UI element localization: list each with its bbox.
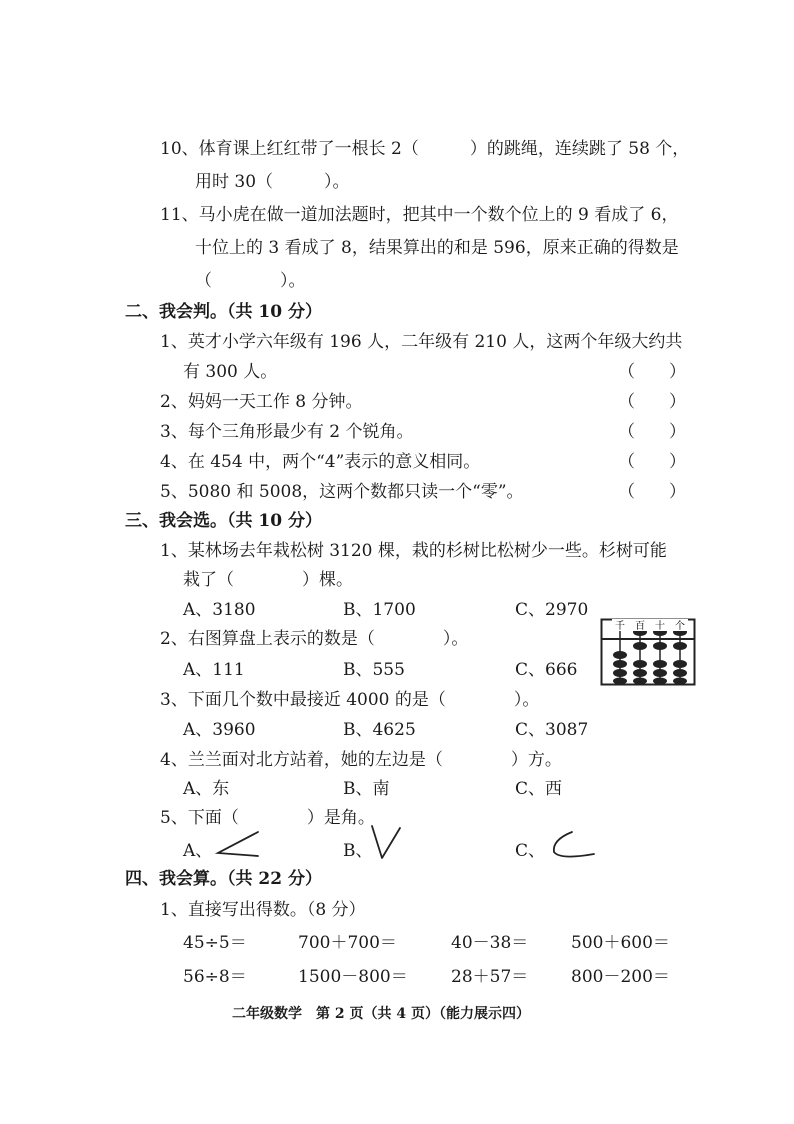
choice-q4-option-b[interactable]: B、南 [343, 779, 390, 799]
calc-r1-c1: 45÷5＝ [183, 933, 247, 953]
choice-q1-line2: 栽了（ ）棵。 [183, 570, 353, 590]
choice-q4-option-a[interactable]: A、东 [183, 779, 230, 799]
judge-item-4: 4、在 454 中，两个“4”表示的意义相同。 [160, 452, 481, 472]
section2-heading: 二、我会判。（共 10 分） [125, 302, 322, 322]
calc-r2-c2: 1500－800＝ [298, 967, 408, 987]
shape-a-figure [214, 828, 262, 860]
q11-line3: （ ）。 [195, 271, 306, 291]
choice-q1-option-a[interactable]: A、3180 [183, 600, 256, 620]
choice-q3-line1: 3、下面几个数中最接近 4000 的是（ ）。 [160, 690, 540, 710]
judge-item-3: 3、每个三角形最少有 2 个锐角。 [160, 422, 414, 442]
shape-b-figure [368, 822, 404, 862]
choice-q2-option-a[interactable]: A、111 [183, 660, 245, 680]
calc-r1-c4: 500＋600＝ [571, 933, 670, 953]
choice-q3-option-b[interactable]: B、4625 [343, 720, 416, 740]
choice-q2-option-b[interactable]: B、555 [343, 660, 405, 680]
choice-q2-line1: 2、右图算盘上表示的数是（ ）。 [160, 629, 469, 649]
judge-item-5: 5、5080 和 5008，这两个数都只读一个“零”。 [160, 482, 524, 502]
calc-r2-c1: 56÷8＝ [183, 967, 247, 987]
judge-answer-box-1[interactable]: （ ） [618, 362, 686, 382]
judge-item-1-line2: 有 300 人。 [183, 362, 278, 382]
q11-line1: 11、马小虎在做一道加法题时，把其中一个数个位上的 9 看成了 6， [160, 205, 679, 225]
choice-q5-option-b[interactable]: B、 [343, 841, 373, 861]
judge-answer-box-3[interactable]: （ ） [618, 422, 686, 442]
judge-answer-box-5[interactable]: （ ） [618, 482, 686, 502]
choice-q5-line1: 5、下面（ ）是角。 [160, 808, 375, 828]
judge-item-1-line1: 1、英才小学六年级有 196 人，二年级有 210 人，这两个年级大约共 [160, 332, 683, 352]
abacus-label-thousands: 千 [615, 621, 625, 632]
choice-q5-option-c[interactable]: C、 [515, 841, 546, 861]
calc-sub1-title: 1、直接写出得数。（8 分） [160, 900, 366, 920]
page-footer: 二年级数学 第 2 页（共 4 页）（能力展示四） [232, 1006, 530, 1022]
section3-heading: 三、我会选。（共 10 分） [125, 511, 322, 531]
judge-answer-box-4[interactable]: （ ） [618, 452, 686, 472]
abacus-label-hundreds: 百 [635, 621, 645, 632]
abacus-label-ones: 个 [675, 621, 685, 632]
choice-q5-option-a[interactable]: A、 [183, 841, 213, 861]
choice-q1-option-c[interactable]: C、2970 [515, 600, 589, 620]
judge-item-2: 2、妈妈一天工作 8 分钟。 [160, 392, 363, 412]
choice-q4-option-c[interactable]: C、西 [515, 779, 563, 799]
q10-line2: 用时 30（ ）。 [195, 172, 350, 192]
choice-q1-line1: 1、某林场去年栽松树 3120 棵，栽的杉树比松树少一些。杉树可能 [160, 541, 667, 561]
section4-heading: 四、我会算。（共 22 分） [125, 869, 322, 889]
choice-q1-option-b[interactable]: B、1700 [343, 600, 416, 620]
shape-c-figure [546, 828, 598, 862]
choice-q3-option-c[interactable]: C、3087 [515, 720, 589, 740]
calc-r2-c4: 800－200＝ [571, 967, 670, 987]
choice-q3-option-a[interactable]: A、3960 [183, 720, 256, 740]
abacus-figure [600, 618, 696, 686]
q11-line2: 十位上的 3 看成了 8，结果算出的和是 596，原来正确的得数是 [195, 238, 679, 258]
abacus-label-tens: 十 [655, 621, 665, 632]
choice-q2-option-c[interactable]: C、666 [515, 660, 578, 680]
q10-line1: 10、体育课上红红带了一根长 2（ ）的跳绳，连续跳了 58 个， [160, 139, 690, 159]
calc-r1-c2: 700＋700＝ [298, 933, 397, 953]
choice-q4-line1: 4、兰兰面对北方站着，她的左边是（ ）方。 [160, 750, 562, 770]
judge-answer-box-2[interactable]: （ ） [618, 392, 686, 412]
calc-r2-c3: 28＋57＝ [451, 967, 529, 987]
calc-r1-c3: 40－38＝ [451, 933, 529, 953]
